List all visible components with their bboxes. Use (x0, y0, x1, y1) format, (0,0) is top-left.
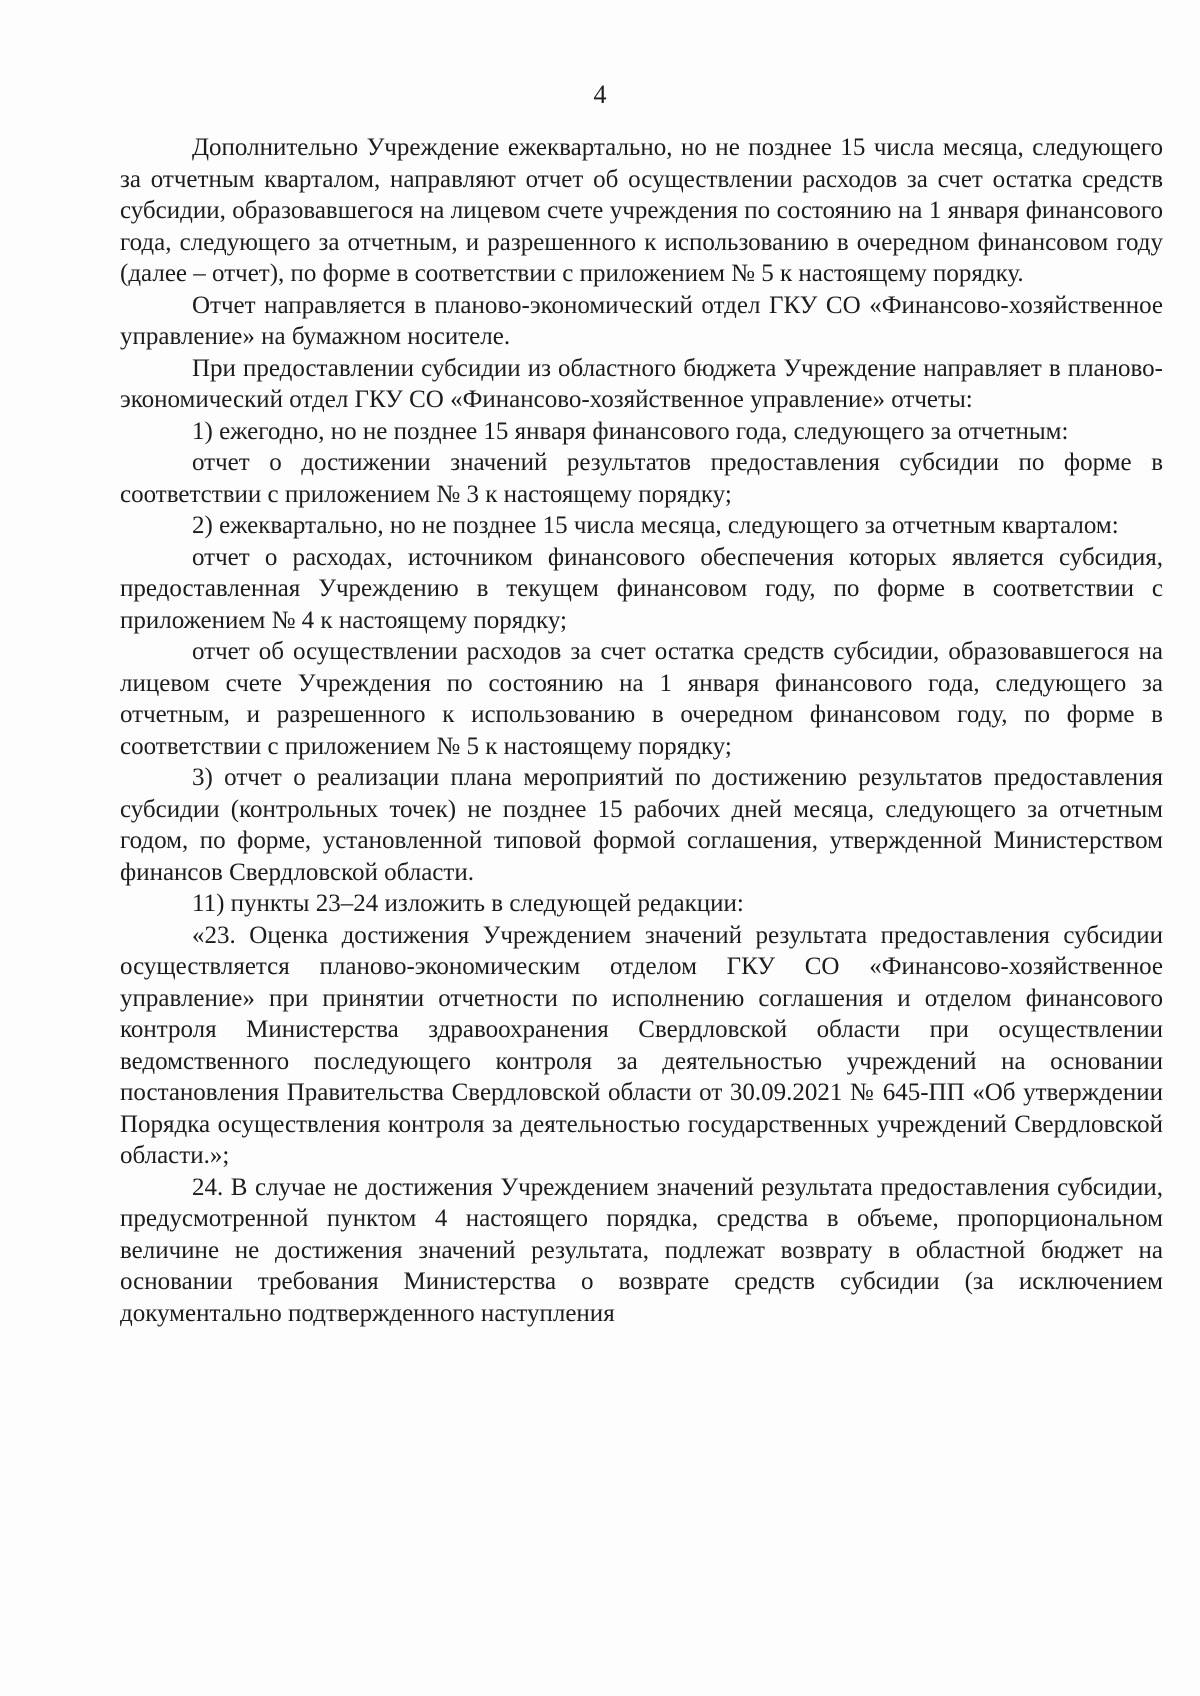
paragraph-report-direction: Отчет направляется в планово-экономический отдел ГКУ СО «Финансово-хозяйственное управление» на бумажном носителе. (120, 291, 1163, 350)
paragraph-item-3-action-plan: 3) отчет о реализации плана мероприятий по достижению результатов предоставления субсидии (контрольных точек) не позднее 15 рабочих дней месяца, следующего за отчетным годом, по форме, установленной типовой формой соглашения, утвержденной Министерством финансов Свердловской области. (120, 764, 1163, 886)
paragraph-clause-23: «23. Оценка достижения Учреждением значений результата предоставления субсидии осуществляется планово-экономическим отделом ГКУ СО «Финансово-хозяйственное управление» при принятии отчетности по исполнению соглашения и отделом финансового контроля Министерства здравоохранения Свердловской области при осуществлении ведомственного последующего контроля за деятельностью учреждений на основании постановления Правительства Свердловской области от 30.09.2021 № 645-ПП «Об утверждении Порядка осуществления контроля за деятельностью государственных учреждений Свердловской области.»; (120, 921, 1163, 1169)
paragraph-item-1-annually: 1) ежегодно, но не позднее 15 января финансового года, следующего за отчетным: (192, 417, 1069, 445)
paragraph-additional-report: Дополнительно Учреждение ежеквартально, но не позднее 15 числа месяца, следующего за отчетным кварталом, направляют отчет об осуществлении расходов за счет остатка средств субсидии, образовавшегося на лицевом счете учреждения по состоянию на 1 января финансового года, следующего за отчетным, и разрешенного к использованию в очередном финансовом году (далее – отчет), по форме в соответствии с приложением № 5 к настоящему порядку. (120, 134, 1163, 287)
paragraph-clause-24: 24. В случае не достижения Учреждением значений результата предоставления субсидии, предусмотренной пунктом 4 настоящего порядка, средства в объеме, пропорциональном величине не достижения значений результата, подлежат возврату в областной бюджет на основании требования Министерства о возврате средств субсидии (за исключением документально подтвержденного наступления (120, 1173, 1163, 1327)
paragraph-results-report: отчет о достижении значений результатов предоставления субсидии по форме в соответствии с приложением № 3 к настоящему порядку; (120, 449, 1163, 508)
paragraph-expenses-report: отчет о расходах, источником финансового обеспечения которых является субсидия, предоставленная Учреждению в текущем финансовом году, по форме в соответствии с приложением № 4 к настоящему порядку; (120, 543, 1163, 634)
paragraph-regional-budget-reports: При предоставлении субсидии из областного бюджета Учреждение направляет в планово-экономический отдел ГКУ СО «Финансово-хозяйственное управление» отчеты: (120, 354, 1163, 413)
paragraph-remainder-report: отчет об осуществлении расходов за счет остатка средств субсидии, образовавшегося на лицевом счете Учреждения по состоянию на 1 января финансового года, следующего за отчетным, и разрешенного к использованию в очередном финансовом году, по форме в соответствии с приложением № 5 к настоящему порядку; (120, 638, 1163, 760)
document-body (120, 132, 1163, 1329)
paragraph-item-2-quarterly: 2) ежеквартально, но не позднее 15 числа месяца, следующего за отчетным кварталом: (192, 512, 1119, 539)
paragraph-item-11-amendment: 11) пункты 23–24 изложить в следующей редакции: (192, 890, 744, 917)
page-number: 4 (593, 80, 607, 109)
